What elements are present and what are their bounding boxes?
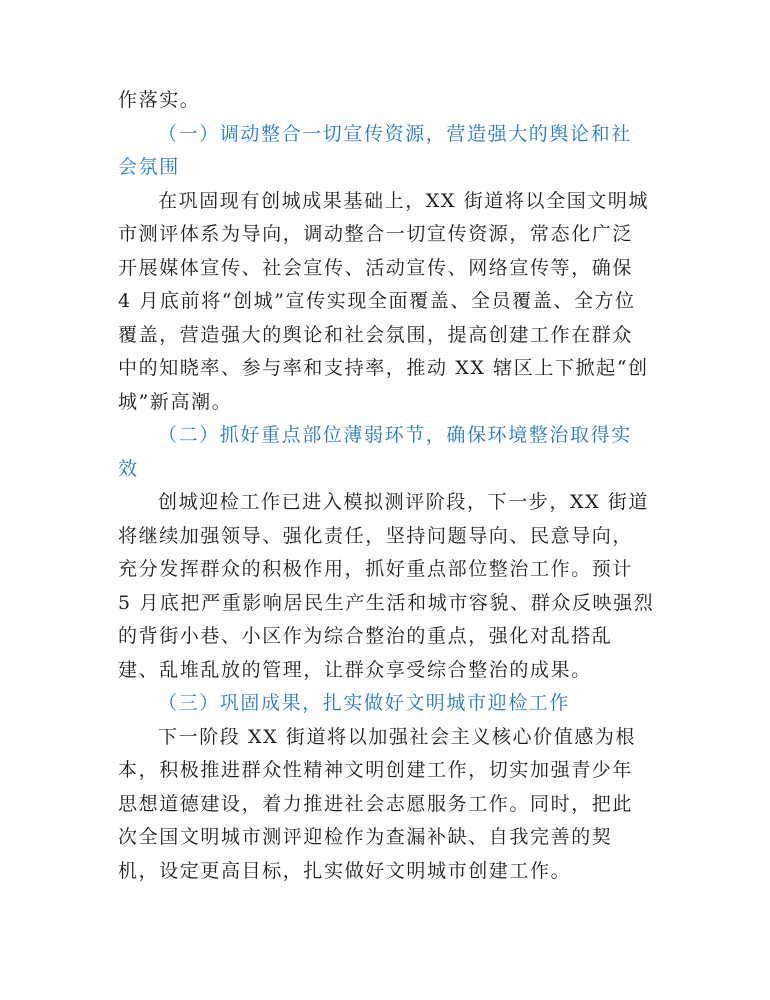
paragraph-2-line: 5 月底把严重影响居民生产生活和城市容貌、群众反映强烈 xyxy=(118,591,655,614)
paragraph-1-line: 市测评体系为导向，调动整合一切宣传资源，常态化广泛 xyxy=(118,223,634,245)
document-body xyxy=(118,84,654,888)
section-heading-1: （一）调动整合一切宣传资源，营造强大的舆论和社 xyxy=(158,122,632,145)
paragraph-1-line: 覆盖，营造强大的舆论和社会氛围，提高创建工作在群众 xyxy=(118,323,634,346)
paragraph-1-line: 开展媒体宣传、社会宣传、活动宣传、网络宣传等，确保 xyxy=(118,256,634,279)
paragraph-3-line: 本，积极推进群众性精神文明创建工作，切实加强青少年 xyxy=(118,759,634,781)
paragraph-2-line: 建、乱堆乱放的管理，让群众享受综合整治的成果。 xyxy=(118,658,592,681)
paragraph-2-line: 充分发挥群众的积极作用，抓好重点部位整治工作。预计 xyxy=(118,558,634,580)
paragraph-2-line: 将继续加强领导、强化责任，坚持问题导向、民意导向， xyxy=(118,524,634,547)
paragraph-3-line: 次全国文明城市测评迎检作为查漏补缺、自我完善的契 xyxy=(118,826,613,848)
paragraph-1-line: 中的知晓率、参与率和支持率，推动 XX 辖区上下掀起“创 xyxy=(118,357,649,379)
paragraph-1-line: 4 月底前将“创城”宣传实现全面覆盖、全员覆盖、全方位 xyxy=(118,290,636,312)
paragraph-3-line: 下一阶段 XX 街道将以加强社会主义核心价值感为根 xyxy=(158,725,637,748)
paragraph-2-line: 创城迎检工作已进入模拟测评阶段，下一步，XX 街道 xyxy=(158,491,650,513)
section-heading-1-continued: 会氛围 xyxy=(118,156,180,178)
section-heading-2: （二）抓好重点部位薄弱环节，确保环境整治取得实 xyxy=(158,424,632,446)
section-heading-3: （三）巩固成果，扎实做好文明城市迎检工作 xyxy=(158,692,571,714)
paragraph-1-line: 城”新高潮。 xyxy=(118,390,233,413)
paragraph-1-line: 在巩固现有创城成果基础上，XX 街道将以全国文明城 xyxy=(158,189,650,212)
section-heading-2-continued: 效 xyxy=(118,457,139,480)
body-text-line: 作落实。 xyxy=(118,89,201,111)
paragraph-2-line: 的背街小巷、小区作为综合整治的重点，强化对乱搭乱 xyxy=(118,625,613,647)
paragraph-3-line: 思想道德建设，着力推进社会志愿服务工作。同时，把此 xyxy=(118,792,634,815)
paragraph-3-line: 机，设定更高目标，扎实做好文明城市创建工作。 xyxy=(118,859,572,882)
